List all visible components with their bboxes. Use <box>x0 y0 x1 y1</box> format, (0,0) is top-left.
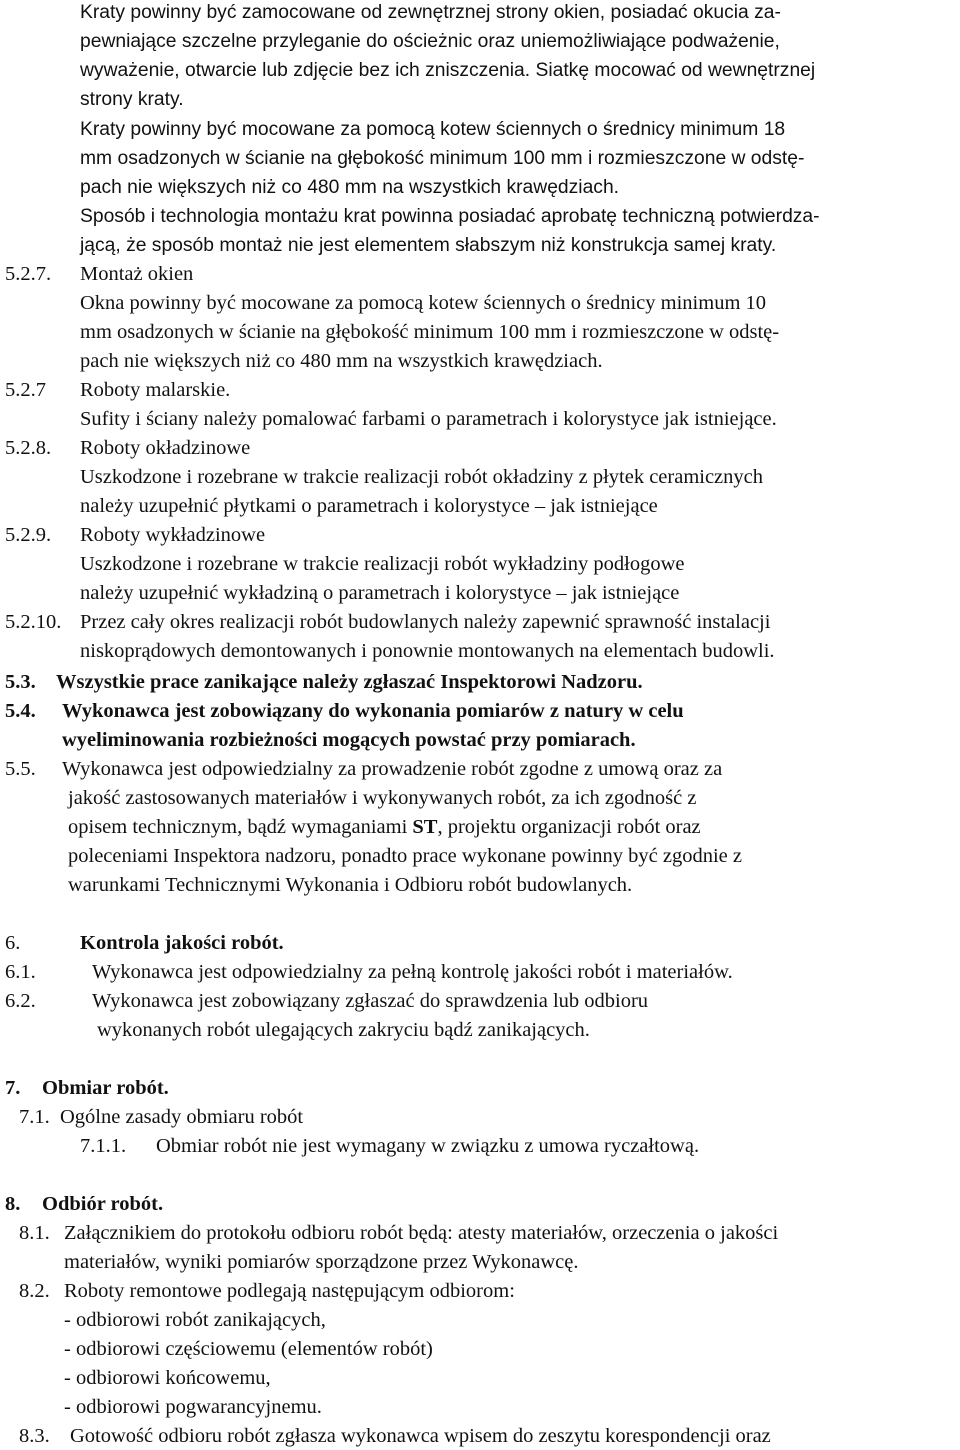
section-number: 8.1. <box>19 1222 50 1244</box>
section-title-zasady-obmiaru: Ogólne zasady obmiaru robót <box>60 1106 304 1128</box>
section-number: 5.5. <box>5 758 36 780</box>
list-item: - odbiorowi częściowemu (elementów robót) <box>64 1338 433 1360</box>
section-number: 8.3. <box>19 1425 50 1447</box>
body-text-line: Uszkodzone i rozebrane w trakcie realizacji robót wykładziny podłogowe <box>80 553 685 575</box>
body-text-line: Okna powinny być mocowane za pomocą kotew ściennych o średnicy minimum 10 <box>80 292 767 314</box>
body-text-line: Załącznikiem do protokołu odbioru robót będą: atesty materiałów, orzeczenia o jakości <box>64 1222 779 1244</box>
section-number: 7.1.1. <box>80 1135 127 1157</box>
section-title-roboty-malarskie: Roboty malarskie. <box>80 379 231 401</box>
kraty-text-line: strony kraty. <box>80 89 184 110</box>
body-text-line: jakość zastosowanych materiałów i wykonywanych robót, za ich zgodność z <box>68 787 697 809</box>
section-number: 7.1. <box>19 1106 50 1128</box>
chapter-number: 6. <box>5 932 21 954</box>
body-text-line: Wykonawca jest zobowiązany zgłaszać do sprawdzenia lub odbioru <box>92 990 649 1012</box>
body-text-line: Roboty remontowe podlegają następującym odbiorom: <box>64 1280 515 1302</box>
kraty-text-line: wyważenie, otwarcie lub zdjęcie bez ich zniszczenia. Siatkę mocować od wewnętrznej <box>80 60 816 81</box>
section-title-roboty-wykladzinowe: Roboty wykładzinowe <box>80 524 266 546</box>
list-item: - odbiorowi robót zanikających, <box>64 1309 326 1331</box>
body-text-line <box>68 814 701 840</box>
body-text-line: pach nie większych niż co 480 mm na wszystkich krawędziach. <box>80 350 603 372</box>
section-number: 5.2.8. <box>5 437 52 459</box>
section-number: 5.2.9. <box>5 524 52 546</box>
body-text-line: Sufity i ściany należy pomalować farbami o parametrach i kolorystyce jak istniejące. <box>80 408 777 430</box>
body-text-line: Gotowość odbioru robót zgłasza wykonawca wpisem do zeszytu korespondencji oraz <box>70 1425 771 1447</box>
list-item: - odbiorowi pogwarancyjnemu. <box>64 1396 322 1418</box>
chapter-title-kontrola: Kontrola jakości robót. <box>80 932 284 954</box>
section-number: 5.3. <box>5 671 36 693</box>
bold-statement: wyeliminowania rozbieżności mogących powstać przy pomiarach. <box>62 729 636 751</box>
kraty-technology-line: Sposób i technologia montażu krat powinna posiadać aprobatę techniczną potwierdza- <box>80 206 820 227</box>
body-text-line: należy uzupełnić wykładziną o parametrach i kolorystyce – jak istniejące <box>80 582 680 604</box>
section-number: 6.1. <box>5 961 36 983</box>
list-item: - odbiorowi końcowemu, <box>64 1367 271 1389</box>
kraty-anchoring-line: Kraty powinny być mocowane za pomocą kotew ściennych o średnicy minimum 18 <box>80 119 786 140</box>
kraty-text-line: pewniające szczelne przyleganie do ościeżnic oraz uniemożliwiające podważenie, <box>80 31 780 52</box>
text-fragment: opisem technicznym, bądź wymaganiami <box>68 816 413 838</box>
chapter-number: 8. <box>5 1193 21 1215</box>
kraty-anchoring-line: pach nie większych niż co 480 mm na wszystkich krawędziach. <box>80 177 620 198</box>
section-number: 5.4. <box>5 700 36 722</box>
kraty-text-line: Kraty powinny być zamocowane od zewnętrznej strony okien, posiadać okucia za- <box>80 2 781 23</box>
body-text-line: Wykonawca jest odpowiedzialny za pełną kontrolę jakości robót i materiałów. <box>92 961 733 983</box>
body-text-line: niskoprądowych demontowanych i ponownie montowanych na elementach budowli. <box>80 640 775 662</box>
bold-statement: Wszystkie prace zanikające należy zgłaszać Inspektorowi Nadzoru. <box>56 671 643 693</box>
body-text-line: należy uzupełnić płytkami o parametrach i kolorystyce – jak istniejące <box>80 495 658 517</box>
text-fragment: , projektu organizacji robót oraz <box>437 816 701 838</box>
section-number: 6.2. <box>5 990 36 1012</box>
section-number: 5.2.7. <box>5 263 52 285</box>
body-text-line: Wykonawca jest odpowiedzialny za prowadzenie robót zgodne z umową oraz za <box>62 758 723 780</box>
chapter-title-obmiar: Obmiar robót. <box>42 1077 169 1099</box>
body-text-line: warunkami Technicznymi Wykonania i Odbioru robót budowlanych. <box>68 874 633 896</box>
section-number: 8.2. <box>19 1280 50 1302</box>
body-text-line: poleceniami Inspektora nadzoru, ponadto prace wykonane powinny być zgodnie z <box>68 845 742 867</box>
chapter-number: 7. <box>5 1077 21 1099</box>
body-text-line: Uszkodzone i rozebrane w trakcie realizacji robót okładziny z płytek ceramicznych <box>80 466 764 488</box>
st-abbreviation: ST <box>412 816 438 838</box>
chapter-title-odbior: Odbiór robót. <box>42 1193 164 1215</box>
section-number: 5.2.7 <box>5 379 46 401</box>
body-text-line: Przez cały okres realizacji robót budowlanych należy zapewnić sprawność instalacji <box>80 611 771 633</box>
body-text-line: Obmiar robót nie jest wymagany w związku z umowa ryczałtową. <box>156 1135 700 1157</box>
section-title-montaz-okien: Montaż okien <box>80 263 194 285</box>
section-title-roboty-okladzinowe: Roboty okładzinowe <box>80 437 251 459</box>
kraty-anchoring-line: mm osadzonych w ścianie na głębokość minimum 100 mm i rozmieszczone w odstę- <box>80 148 805 169</box>
body-text-line: mm osadzonych w ścianie na głębokość minimum 100 mm i rozmieszczone w odstę- <box>80 321 780 343</box>
body-text-line: wykonanych robót ulegających zakryciu bądź zanikających. <box>97 1019 590 1041</box>
kraty-technology-line: jącą, że sposób montaż nie jest elementem słabszym niż konstrukcja samej kraty. <box>80 235 777 256</box>
bold-statement: Wykonawca jest zobowiązany do wykonania pomiarów z natury w celu <box>62 700 684 722</box>
body-text-line: materiałów, wyniki pomiarów sporządzone przez Wykonawcę. <box>64 1251 579 1273</box>
section-number: 5.2.10. <box>5 611 62 633</box>
